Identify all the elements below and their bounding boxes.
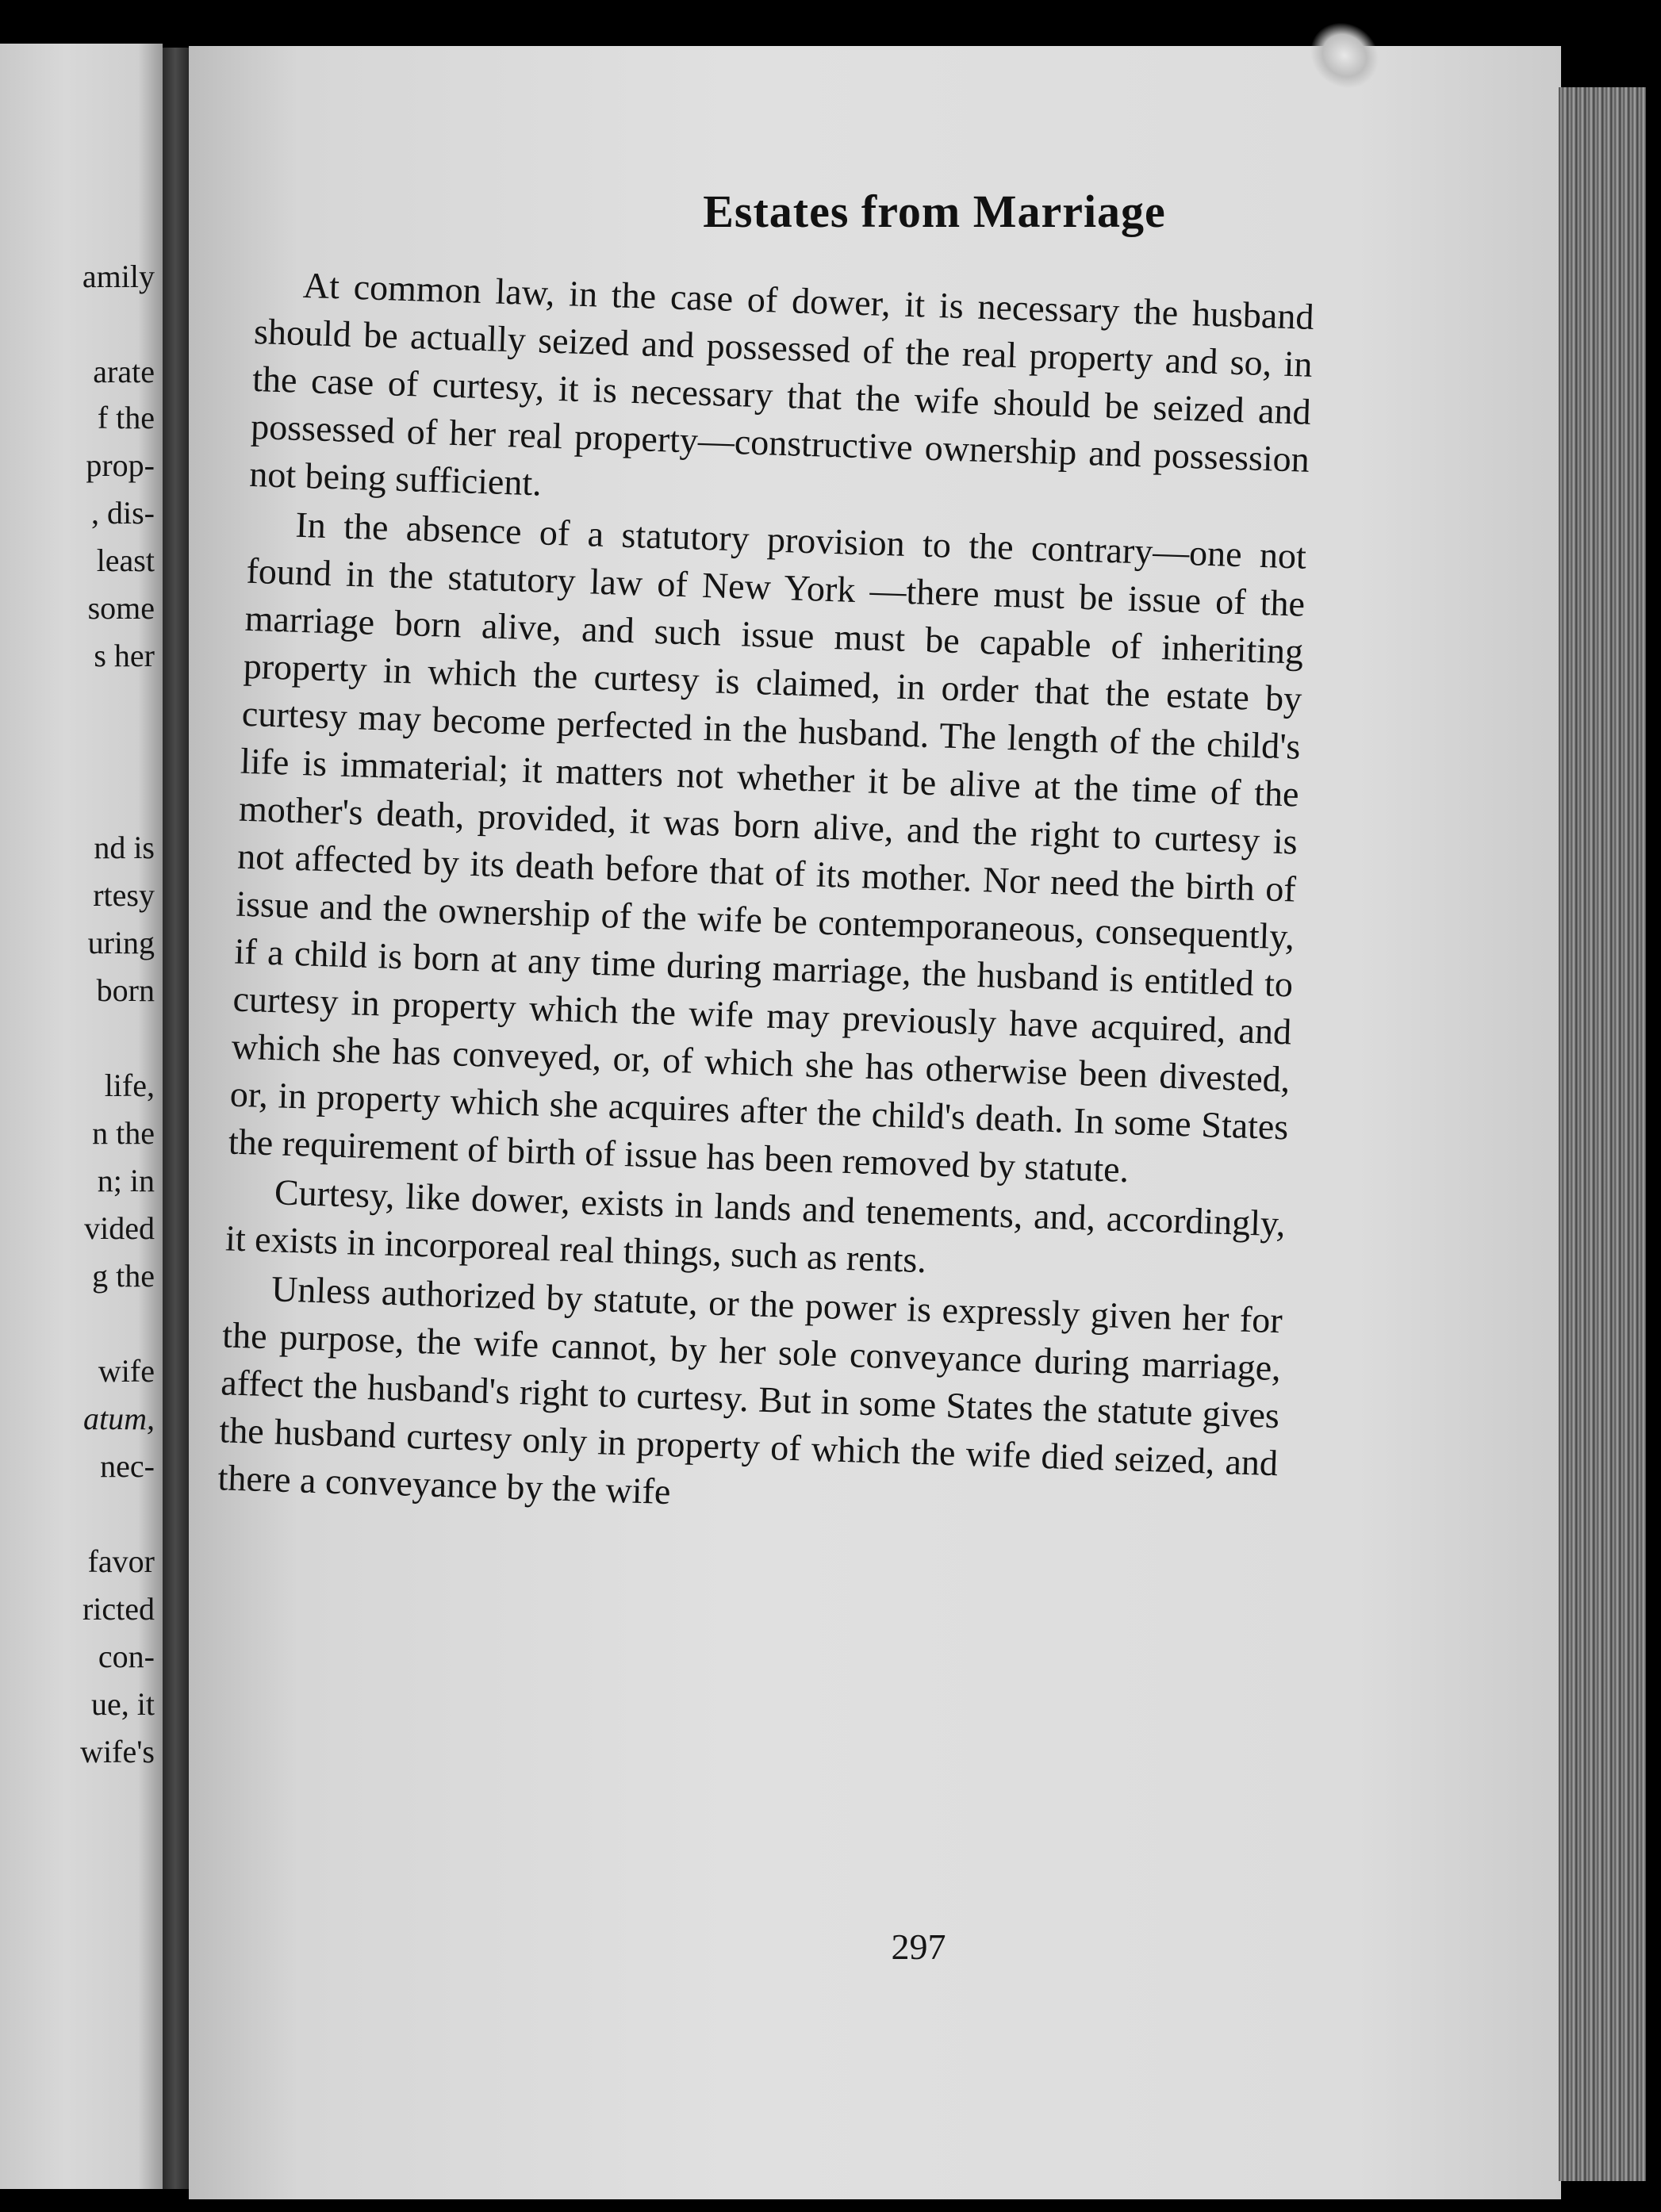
left-page-line: con- — [98, 1639, 155, 1674]
left-page-line: some — [87, 590, 155, 626]
left-page-line: least — [96, 542, 155, 578]
left-page-line: ricted — [82, 1591, 155, 1627]
page-edges — [1559, 87, 1646, 2181]
left-page-line: life, — [104, 1068, 155, 1103]
left-page-line: s her — [94, 638, 155, 673]
paragraph: Unless authorized by statute, or the power is expressly given her for the purpose, the wife cannot, by her sole conveyance during marriage, affect the husband's right to curtesy. But in some States the statute gives the husband curtesy only in property of which the wife died seized, and there a conveyance by the wife — [217, 1268, 1283, 1512]
left-page-line: wife — [98, 1353, 155, 1389]
left-page-line: g the — [92, 1258, 155, 1294]
left-page-line: born — [96, 972, 155, 1008]
left-page-line: nd is — [94, 830, 155, 865]
left-page-line: ue, it — [91, 1686, 155, 1722]
left-page-line: wife's — [80, 1734, 155, 1769]
left-page-line: n the — [92, 1115, 155, 1151]
left-page-line: rtesy — [93, 877, 155, 913]
left-page-line: , dis- — [91, 495, 155, 531]
left-page-line: n; in — [97, 1163, 155, 1198]
page-title: Estates from Marriage — [703, 186, 1166, 237]
paragraph: In the absence of a statutory provision to the contrary—one not found in the statutory law of New York —there must be issue of the marriage born alive, and such issue must be capable of inheriting property in which the curtesy is claimed, in order that the estate by curtesy may become perfected in the husband. The length of the child's life is immaterial; it matters not whether it be alive at the time of the mother's death, provided, it was born alive, and the right to curtesy is not affected by its death before that of its mother. Nor need the birth of issue and the ownership of the wife be contemporaneous, consequently, if a child is born at any time during marriage, the husband is entitled to curtesy in property which the wife may previously have acquired, and which she has conveyed, or, of which she has otherwise been divested, or, in property which she acquires after the child's death. In some States the requirement of birth of issue has been removed by statute. — [228, 504, 1307, 1190]
paragraph: At common law, in the case of dower, it is necessary the husband should be actually seized and possessed of the real property and so, in the case of curtesy, it is necessary that the wife should be seized and possessed of her real property—constructive ownership and possession not being sufficient. — [248, 264, 1315, 504]
left-page-line: f the — [97, 400, 155, 435]
body-text — [217, 260, 1315, 1536]
left-page-line: uring — [87, 925, 155, 960]
left-page-line: nec- — [100, 1448, 155, 1484]
left-page-line: vided — [84, 1210, 155, 1246]
paragraph: Curtesy, like dower, exists in lands and tenements, and, accordingly, it exists in incorporeal real things, such as rents. — [224, 1171, 1287, 1281]
left-page-line: arate — [93, 354, 155, 389]
left-page-line: favor — [87, 1543, 155, 1579]
left-page-line: amily — [82, 259, 155, 294]
page-number: 297 — [891, 1926, 946, 1967]
right-page — [189, 46, 1561, 2199]
left-facing-page — [0, 44, 163, 2189]
left-page-line: prop- — [86, 447, 155, 483]
left-page-line: atum, — [83, 1401, 155, 1436]
